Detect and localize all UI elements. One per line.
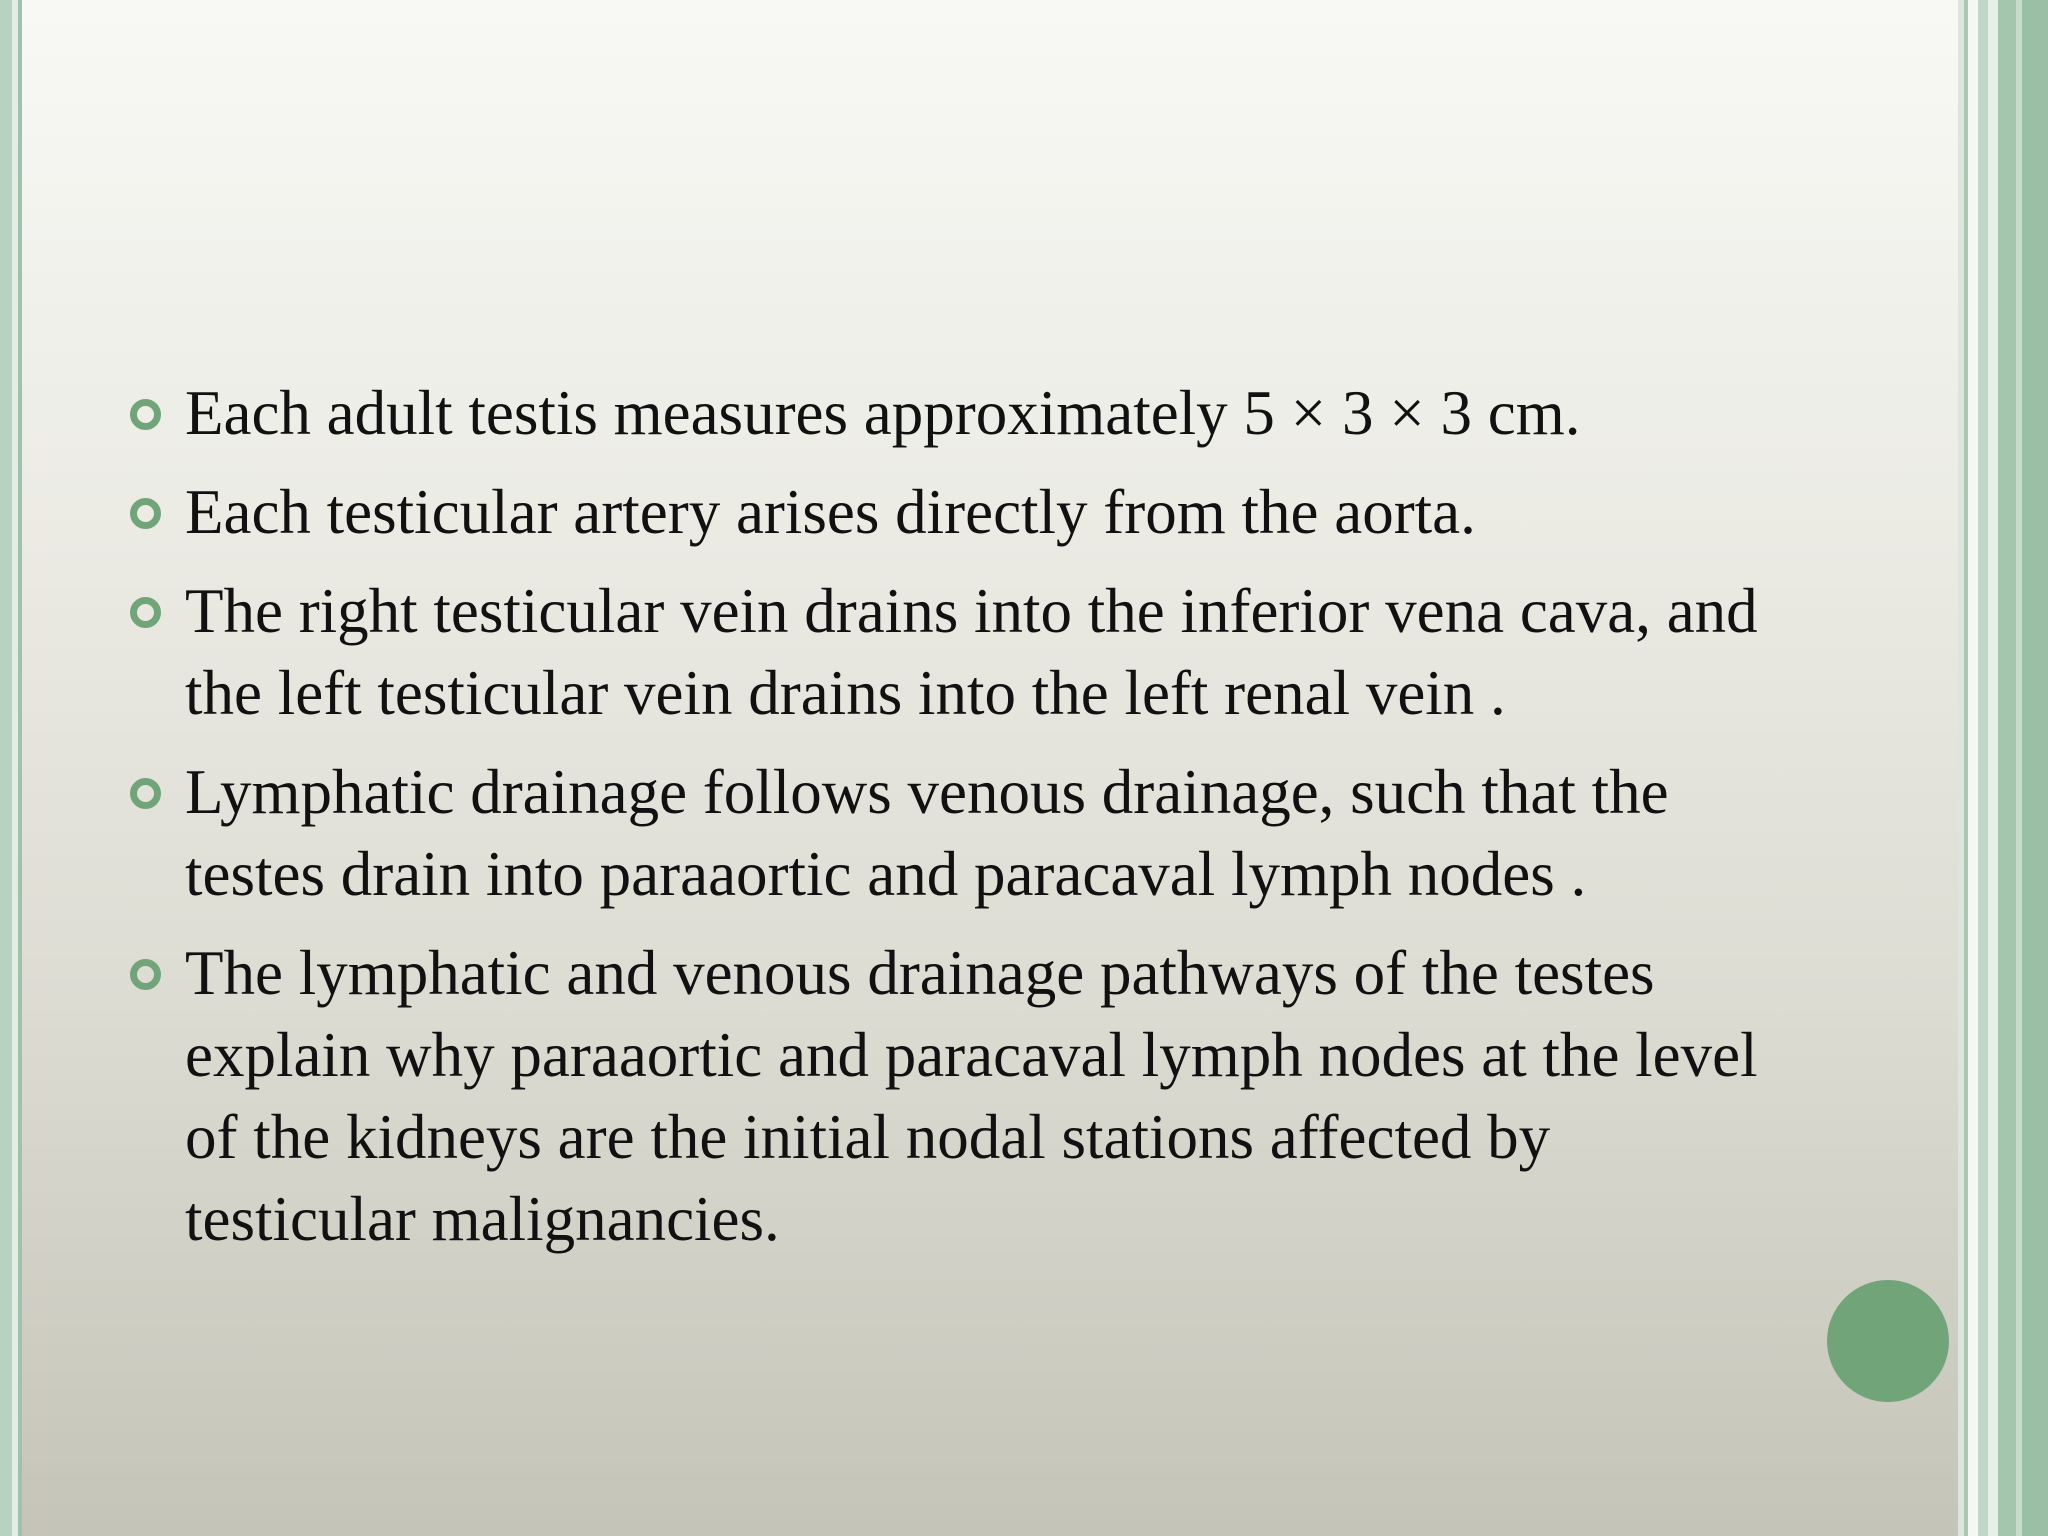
bullet-text: Each adult testis measures approximately 5 × 3 × 3 cm.	[185, 378, 1581, 448]
right-border-band	[1958, 0, 2048, 1536]
bullet-text: The right testicular vein drains into the inferior vena cava, and the left testicular vein drains into the left renal vein .	[185, 576, 1758, 728]
bullet-text: Each testicular artery arises directly from the aorta.	[185, 477, 1476, 547]
bullet-item	[130, 570, 1770, 734]
bullet-text: The lymphatic and venous drainage pathways of the testes explain why paraaortic and paracaval lymph nodes at the level of the kidneys are the initial nodal stations affected by testicular malignancies.	[185, 938, 1758, 1254]
accent-circle	[1827, 1280, 1949, 1402]
bullet-ring-icon	[130, 778, 161, 809]
bullet-ring-icon	[130, 597, 161, 628]
left-border-stripe	[0, 0, 12, 1536]
bullet-list	[130, 372, 1770, 1277]
bullet-item	[130, 932, 1770, 1260]
bullet-item	[130, 471, 1770, 553]
bullet-ring-icon	[130, 399, 161, 430]
left-border-stripe	[18, 0, 22, 1536]
bullet-ring-icon	[130, 498, 161, 529]
bullet-ring-icon	[130, 959, 161, 990]
bullet-item	[130, 372, 1770, 454]
bullet-item	[130, 751, 1770, 915]
bullet-text: Lymphatic drainage follows venous drainage, such that the testes drain into paraaortic and paracaval lymph nodes .	[185, 757, 1669, 909]
